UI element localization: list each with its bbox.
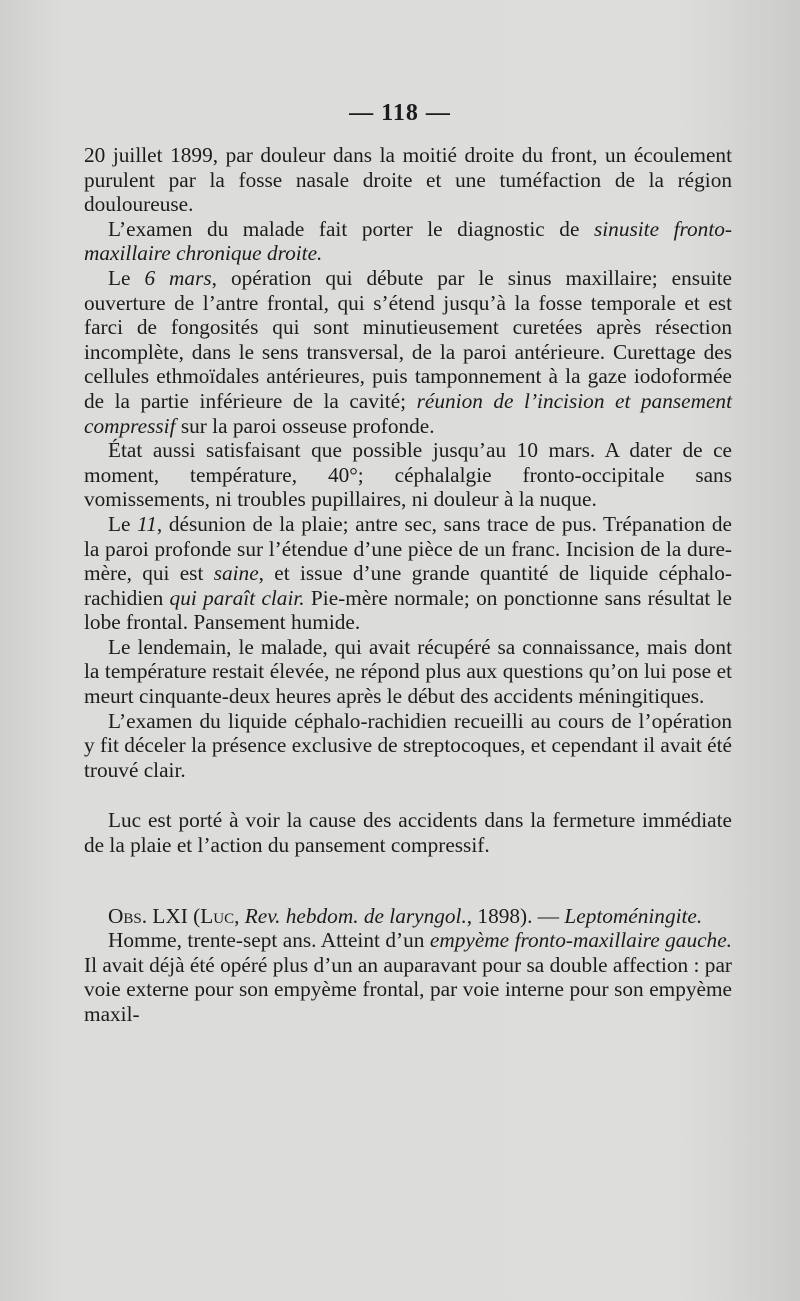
paragraph-2: L’examen du malade fait porter le diagnostic de sinusite fronto-maxillaire chronique droite.: [84, 216, 732, 266]
paragraph-7: L’examen du liquide céphalo-rachidien recueilli au cours de l’opération y fit déceler la présence exclusive de streptocoques, et cependant il avait été trouvé clair.: [84, 708, 732, 782]
page-body: [84, 143, 732, 1027]
paragraph-3: Le 6 mars, opération qui débute par le sinus maxillaire; ensuite ouverture de l’antre frontal, qui s’étend jusqu’à la fosse temporale et est farci de fongosités qui sont minutieusement curetées après résection incomplète, dans le sens transversal, de la paroi antérieure. Curettage des cellules ethmoïdales antérieures, puis tamponnement à la gaze iodoformée de la partie inférieure de la cavité; réunion de l’incision et pansement compressif sur la paroi osseuse profonde.: [84, 265, 733, 438]
paragraph-5: Le 11, désunion de la plaie; antre sec, sans trace de pus. Trépanation de la paroi profonde sur l’étendue d’une pièce de un franc. Incision de la dure-mère, qui est saine, et issue d’une grande quantité de liquide céphalo-rachidien qui paraît clair. Pie-mère normale; on ponctionne sans résultat le lobe frontal. Pansement humide.: [84, 511, 732, 635]
paragraph-4: État aussi satisfaisant que possible jusqu’au 10 mars. A dater de ce moment, température, 40°; céphalalgie fronto-occipitale sans vomissements, ni troubles pupillaires, ni douleur à la nuque.: [84, 438, 732, 512]
paragraph-6: Le lendemain, le malade, qui avait récupéré sa connaissance, mais dont la température restait élevée, ne répond plus aux questions qu’on lui pose et meurt cinquante-deux heures après le début des accidents méningitiques.: [84, 634, 732, 709]
observation-heading: Obs. LXI (Luc, Rev. hebdom. de laryngol., 1898). — Leptoméningite.: [108, 903, 703, 928]
page-number: — 118 —: [349, 100, 451, 126]
paragraph-1: 20 juillet 1899, par douleur dans la moitié droite du front, un écoulement purulent par la fosse nasale droite et une tuméfaction de la région douloureuse.: [84, 143, 732, 217]
paragraph-9: Homme, trente-sept ans. Atteint d’un empyème fronto-maxillaire gauche. Il avait déjà été opéré plus d’un an auparavant pour sa double affection : par voie externe pour son empyème frontal, par voie interne pour son empyème maxil-: [84, 928, 732, 1026]
paragraph-8: Luc est porté à voir la cause des accidents dans la fermeture immédiate de la plaie et l’action du pansement compressif.: [84, 808, 732, 858]
